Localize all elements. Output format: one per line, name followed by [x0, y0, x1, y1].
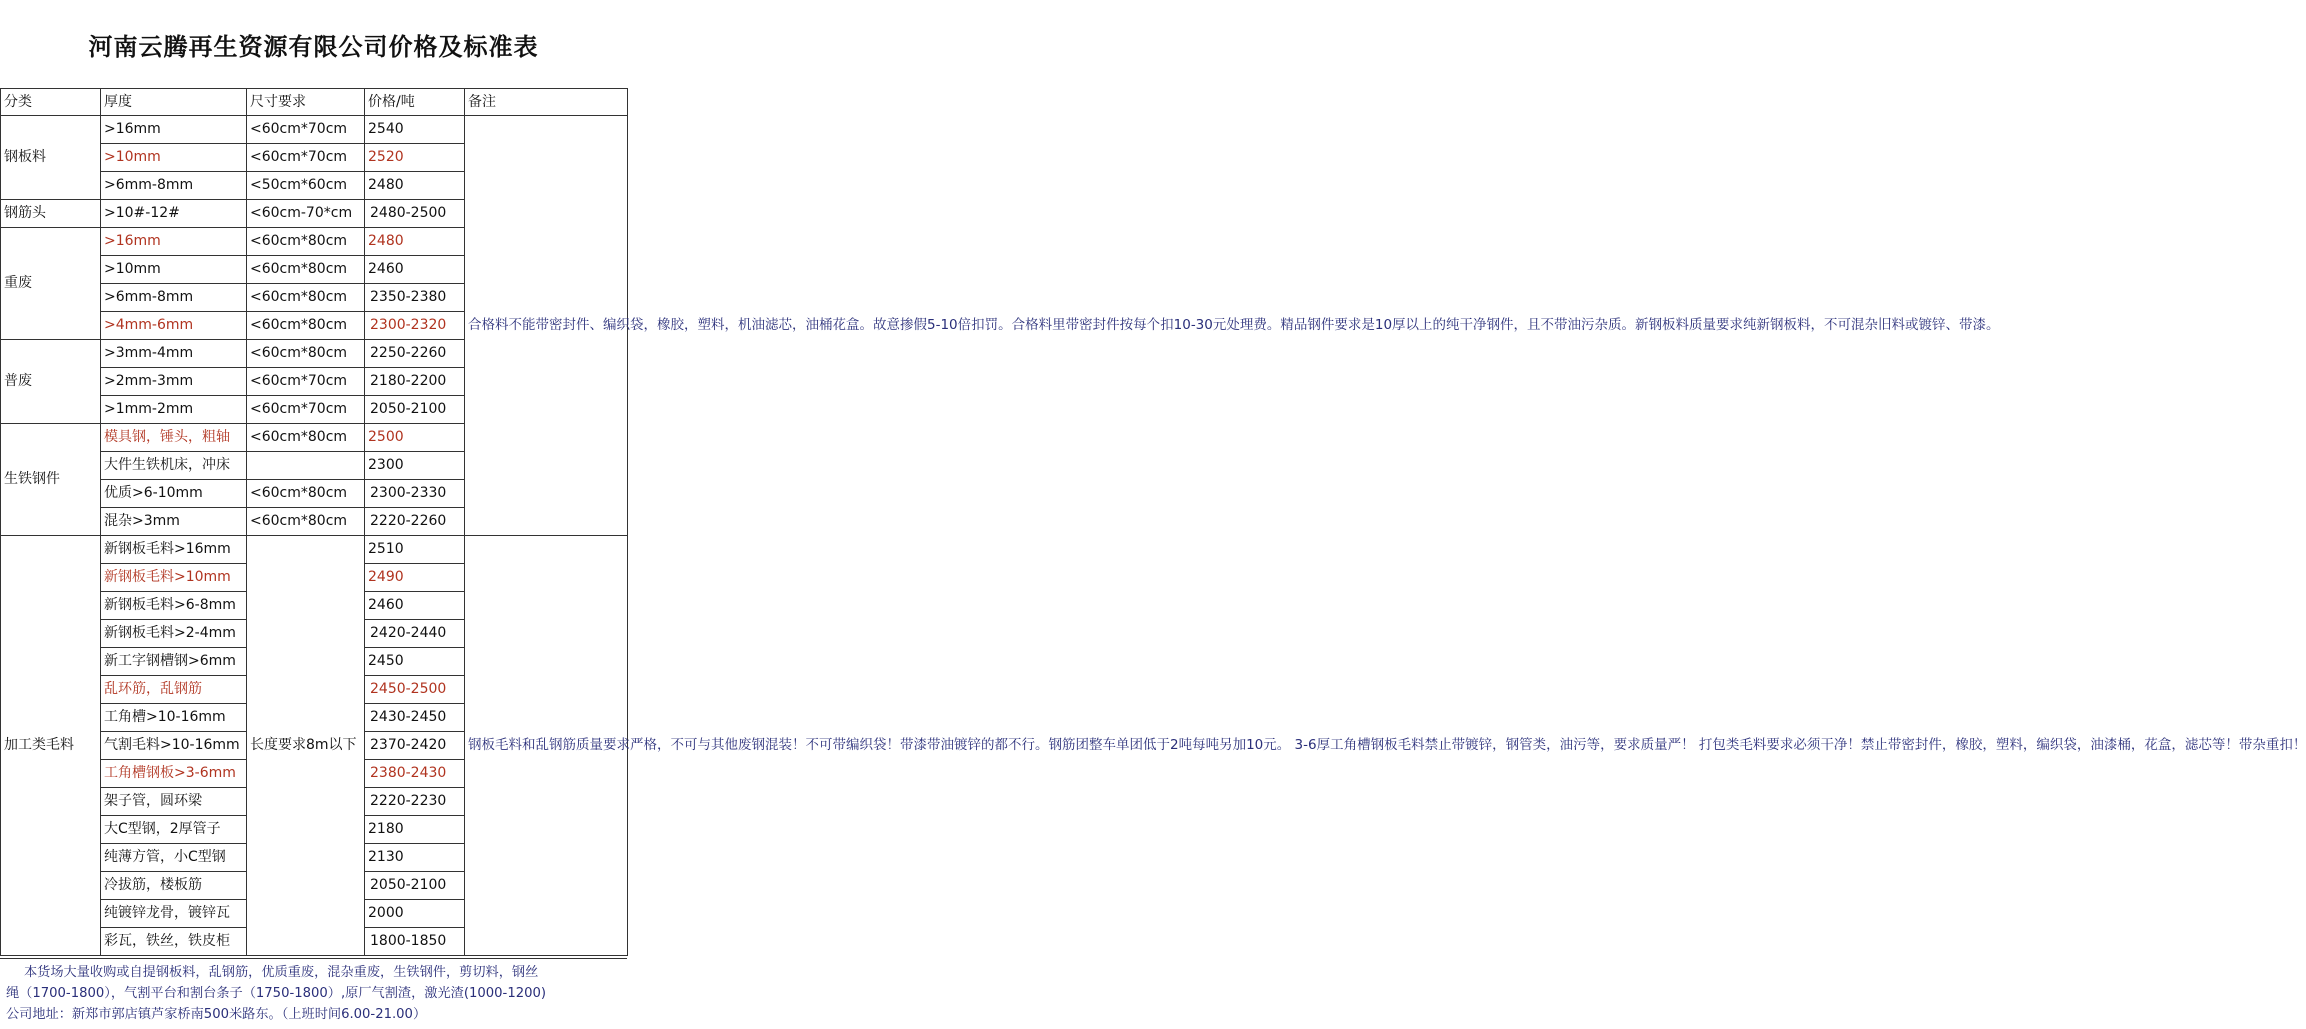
price-cell: 2050-2100	[365, 396, 465, 424]
category-cell: 加工类毛料	[1, 536, 101, 956]
price-cell: 2350-2380	[365, 284, 465, 312]
thickness-cell: 工角槽钢板>3-6mm	[101, 760, 247, 788]
thickness-cell: >10mm	[101, 256, 247, 284]
thickness-cell: >4mm-6mm	[101, 312, 247, 340]
table-row	[1, 116, 628, 144]
size-cell: <60cm*70cm	[247, 144, 365, 172]
thickness-cell: 优质>6-10mm	[101, 480, 247, 508]
price-cell: 2220-2260	[365, 508, 465, 536]
category-cell: 重废	[1, 228, 101, 340]
thickness-cell: 模具钢，锤头，粗轴	[101, 424, 247, 452]
header-row	[1, 89, 628, 116]
price-cell: 2520	[365, 144, 465, 172]
price-cell: 2380-2430	[365, 760, 465, 788]
price-cell: 1800-1850	[365, 928, 465, 956]
thickness-cell: 冷拔筋，楼板筋	[101, 872, 247, 900]
size-cell: <60cm*80cm	[247, 256, 365, 284]
footer-notice	[0, 958, 627, 1029]
price-cell: 2300-2330	[365, 480, 465, 508]
size-cell: <60cm-70*cm	[247, 200, 365, 228]
thickness-cell: >16mm	[101, 228, 247, 256]
notes-bottom-cell: 钢板毛料和乱钢筋质量要求严格，不可与其他废钢混装！不可带编织袋！带漆带油镀锌的都不行。钢筋团整车单团低于2吨每吨另加10元。 3-6厚工角槽钢板毛料禁止带镀锌，钢管类，油污等，要求质量严！ 打包类毛料要求必须干净！禁止带密封件，橡胶，塑料，编织袋，油漆桶，花盒，滤芯等！带杂重扣！	[465, 536, 628, 956]
category-cell: 钢板料	[1, 116, 101, 200]
thickness-cell: >1mm-2mm	[101, 396, 247, 424]
price-cell: 2180	[365, 816, 465, 844]
price-cell: 2540	[365, 116, 465, 144]
thickness-cell: 乱环筋，乱钢筋	[101, 676, 247, 704]
category-cell: 普废	[1, 340, 101, 424]
price-cell: 2490	[365, 564, 465, 592]
size-cell: <50cm*60cm	[247, 172, 365, 200]
price-cell: 2500	[365, 424, 465, 452]
price-cell: 2420-2440	[365, 620, 465, 648]
size-cell: <60cm*80cm	[247, 480, 365, 508]
thickness-cell: >6mm-8mm	[101, 284, 247, 312]
header-category: 分类	[1, 89, 101, 116]
price-cell: 2370-2420	[365, 732, 465, 760]
length-requirement-cell: 长度要求8m以下	[247, 536, 365, 956]
table-row	[1, 536, 628, 564]
price-cell: 2460	[365, 256, 465, 284]
thickness-cell: 新钢板毛料>10mm	[101, 564, 247, 592]
price-cell: 2480	[365, 172, 465, 200]
thickness-cell: 架子管，圆环梁	[101, 788, 247, 816]
thickness-cell: >10mm	[101, 144, 247, 172]
thickness-cell: >3mm-4mm	[101, 340, 247, 368]
footer-line-3: 公司地址：新郑市郭店镇芦家桥南500米路东。（上班时间6.00-21.00）	[6, 1007, 427, 1022]
footer-line-2: 绳（1700-1800），气割平台和割台条子（1750-1800）,原厂气割渣，激光渣(1000-1200)	[6, 986, 547, 1001]
thickness-cell: 混杂>3mm	[101, 508, 247, 536]
size-cell: <60cm*80cm	[247, 340, 365, 368]
price-cell: 2430-2450	[365, 704, 465, 732]
thickness-cell: >10#-12#	[101, 200, 247, 228]
thickness-cell: 彩瓦，铁丝，铁皮柜	[101, 928, 247, 956]
table-body	[1, 116, 2306, 956]
thickness-cell: 新钢板毛料>16mm	[101, 536, 247, 564]
price-cell: 2130	[365, 844, 465, 872]
thickness-cell: 大件生铁机床，冲床	[101, 452, 247, 480]
thickness-cell: 纯薄方管，小C型钢	[101, 844, 247, 872]
size-cell: <60cm*80cm	[247, 284, 365, 312]
category-cell: 钢筋头	[1, 200, 101, 228]
size-cell: <60cm*70cm	[247, 116, 365, 144]
footer-line-1: 本货场大量收购或自提钢板料，乱钢筋，优质重废，混杂重废，生铁钢件，剪切料，钢丝	[24, 965, 539, 980]
thickness-cell: >16mm	[101, 116, 247, 144]
size-cell: <60cm*80cm	[247, 424, 365, 452]
thickness-cell: >2mm-3mm	[101, 368, 247, 396]
thickness-cell: 气割毛料>10-16mm	[101, 732, 247, 760]
price-cell: 2000	[365, 900, 465, 928]
thickness-cell: 新钢板毛料>2-4mm	[101, 620, 247, 648]
notes-top-cell: 合格料不能带密封件、编织袋，橡胶，塑料，机油滤芯，油桶花盒。故意掺假5-10倍扣罚。合格料里带密封件按每个扣10-30元处理费。精品钢件要求是10厚以上的纯干净钢件，且不带油污杂质。新钢板料质量要求纯新钢板料，不可混杂旧料或镀锌、带漆。	[465, 116, 628, 536]
header-thickness: 厚度	[101, 89, 247, 116]
price-table	[0, 88, 2306, 956]
price-cell: 2180-2200	[365, 368, 465, 396]
thickness-cell: 新工字钢槽钢>6mm	[101, 648, 247, 676]
header-notes: 备注	[465, 89, 628, 116]
thickness-cell: 工角槽>10-16mm	[101, 704, 247, 732]
category-cell: 生铁钢件	[1, 424, 101, 536]
price-cell: 2480	[365, 228, 465, 256]
price-cell: 2300-2320	[365, 312, 465, 340]
size-cell: <60cm*80cm	[247, 228, 365, 256]
price-cell: 2450-2500	[365, 676, 465, 704]
thickness-cell: >6mm-8mm	[101, 172, 247, 200]
price-cell: 2300	[365, 452, 465, 480]
size-cell	[247, 452, 365, 480]
price-cell: 2450	[365, 648, 465, 676]
price-cell: 2480-2500	[365, 200, 465, 228]
thickness-cell: 大C型钢，2厚管子	[101, 816, 247, 844]
price-cell: 2510	[365, 536, 465, 564]
price-cell: 2460	[365, 592, 465, 620]
price-cell: 2220-2230	[365, 788, 465, 816]
size-cell: <60cm*80cm	[247, 312, 365, 340]
thickness-cell: 新钢板毛料>6-8mm	[101, 592, 247, 620]
price-cell: 2250-2260	[365, 340, 465, 368]
header-size: 尺寸要求	[247, 89, 365, 116]
page-title: 河南云腾再生资源有限公司价格及标准表	[0, 0, 627, 89]
thickness-cell: 纯镀锌龙骨，镀锌瓦	[101, 900, 247, 928]
size-cell: <60cm*70cm	[247, 396, 365, 424]
price-cell: 2050-2100	[365, 872, 465, 900]
header-price: 价格/吨	[365, 89, 465, 116]
size-cell: <60cm*70cm	[247, 368, 365, 396]
size-cell: <60cm*80cm	[247, 508, 365, 536]
